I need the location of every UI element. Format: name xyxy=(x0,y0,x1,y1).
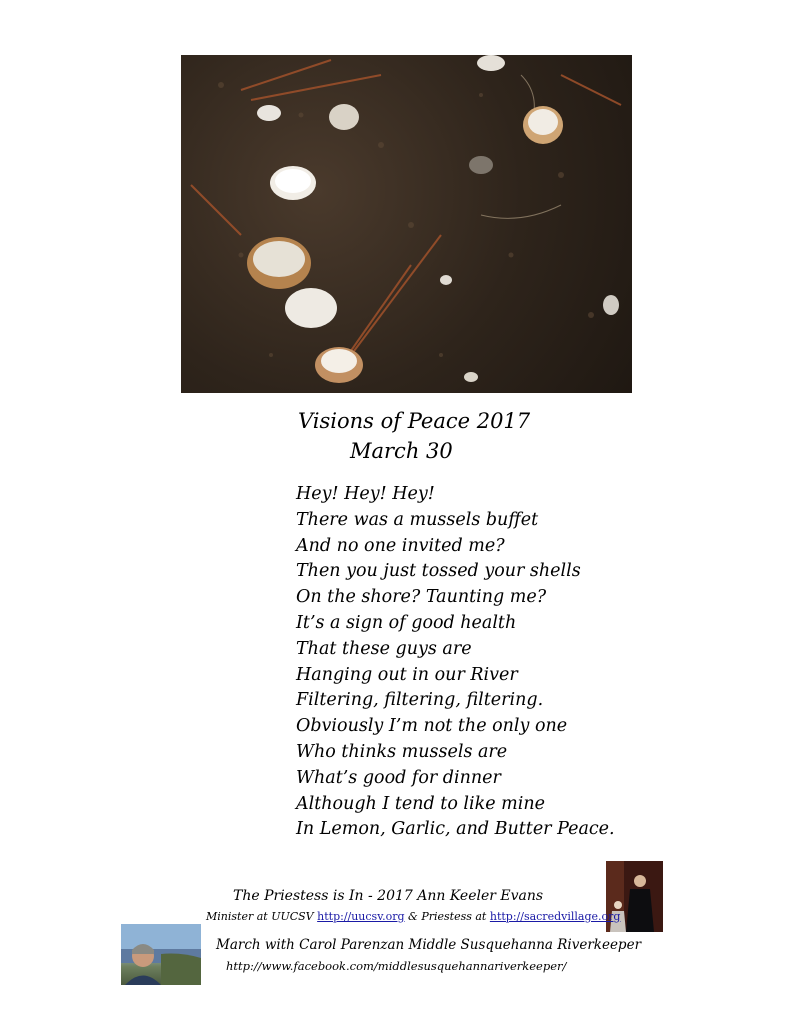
poem-line: It’s a sign of good health xyxy=(296,612,517,633)
poem-line: Filtering, filtering, filtering. xyxy=(296,690,544,711)
footer-march-line: March with Carol Parenzan Middle Susquehanna Riverkeeper xyxy=(216,937,642,953)
poem xyxy=(296,482,656,843)
poem-line: In Lemon, Garlic, and Butter Peace. xyxy=(296,819,615,840)
poem-line: There was a mussels buffet xyxy=(296,509,539,530)
footer-minister-line xyxy=(206,910,620,923)
poem-line: Obviously I’m not the only one xyxy=(296,716,568,737)
uucsv-link[interactable]: http://uucsv.org xyxy=(317,910,405,923)
mussel-shells-illustration xyxy=(181,55,632,393)
poem-line: Hey! Hey! Hey! xyxy=(296,484,435,504)
page-title-block xyxy=(298,406,558,466)
poem-line: And no one invited me? xyxy=(296,535,505,556)
facebook-url: http://www.facebook.com/middlesusquehannariverkeeper/ xyxy=(226,959,567,973)
footer-credit: The Priestess is In - 2017 Ann Keeler Evans xyxy=(233,888,544,904)
sacredvillage-link[interactable]: http://sacredvillage.org xyxy=(489,910,621,923)
carol-parenzan-photo xyxy=(121,924,201,985)
poem-line: On the shore? Taunting me? xyxy=(296,587,547,608)
poem-line: What’s good for dinner xyxy=(296,767,501,788)
poem-line: Then you just tossed your shells xyxy=(296,561,581,582)
minister-prefix: Minister at UUCSV xyxy=(206,910,314,923)
page-date: March 30 xyxy=(350,439,453,463)
page-title: Visions of Peace 2017 xyxy=(298,409,531,433)
poem-line: Who thinks mussels are xyxy=(296,741,508,762)
poem-line: That these guys are xyxy=(296,638,472,659)
poem-line: Although I tend to like mine xyxy=(296,793,545,814)
priestess-prefix: & Priestess at xyxy=(408,910,487,923)
mussel-shells-photo xyxy=(181,55,632,393)
poem-line: Hanging out in our River xyxy=(296,664,518,685)
